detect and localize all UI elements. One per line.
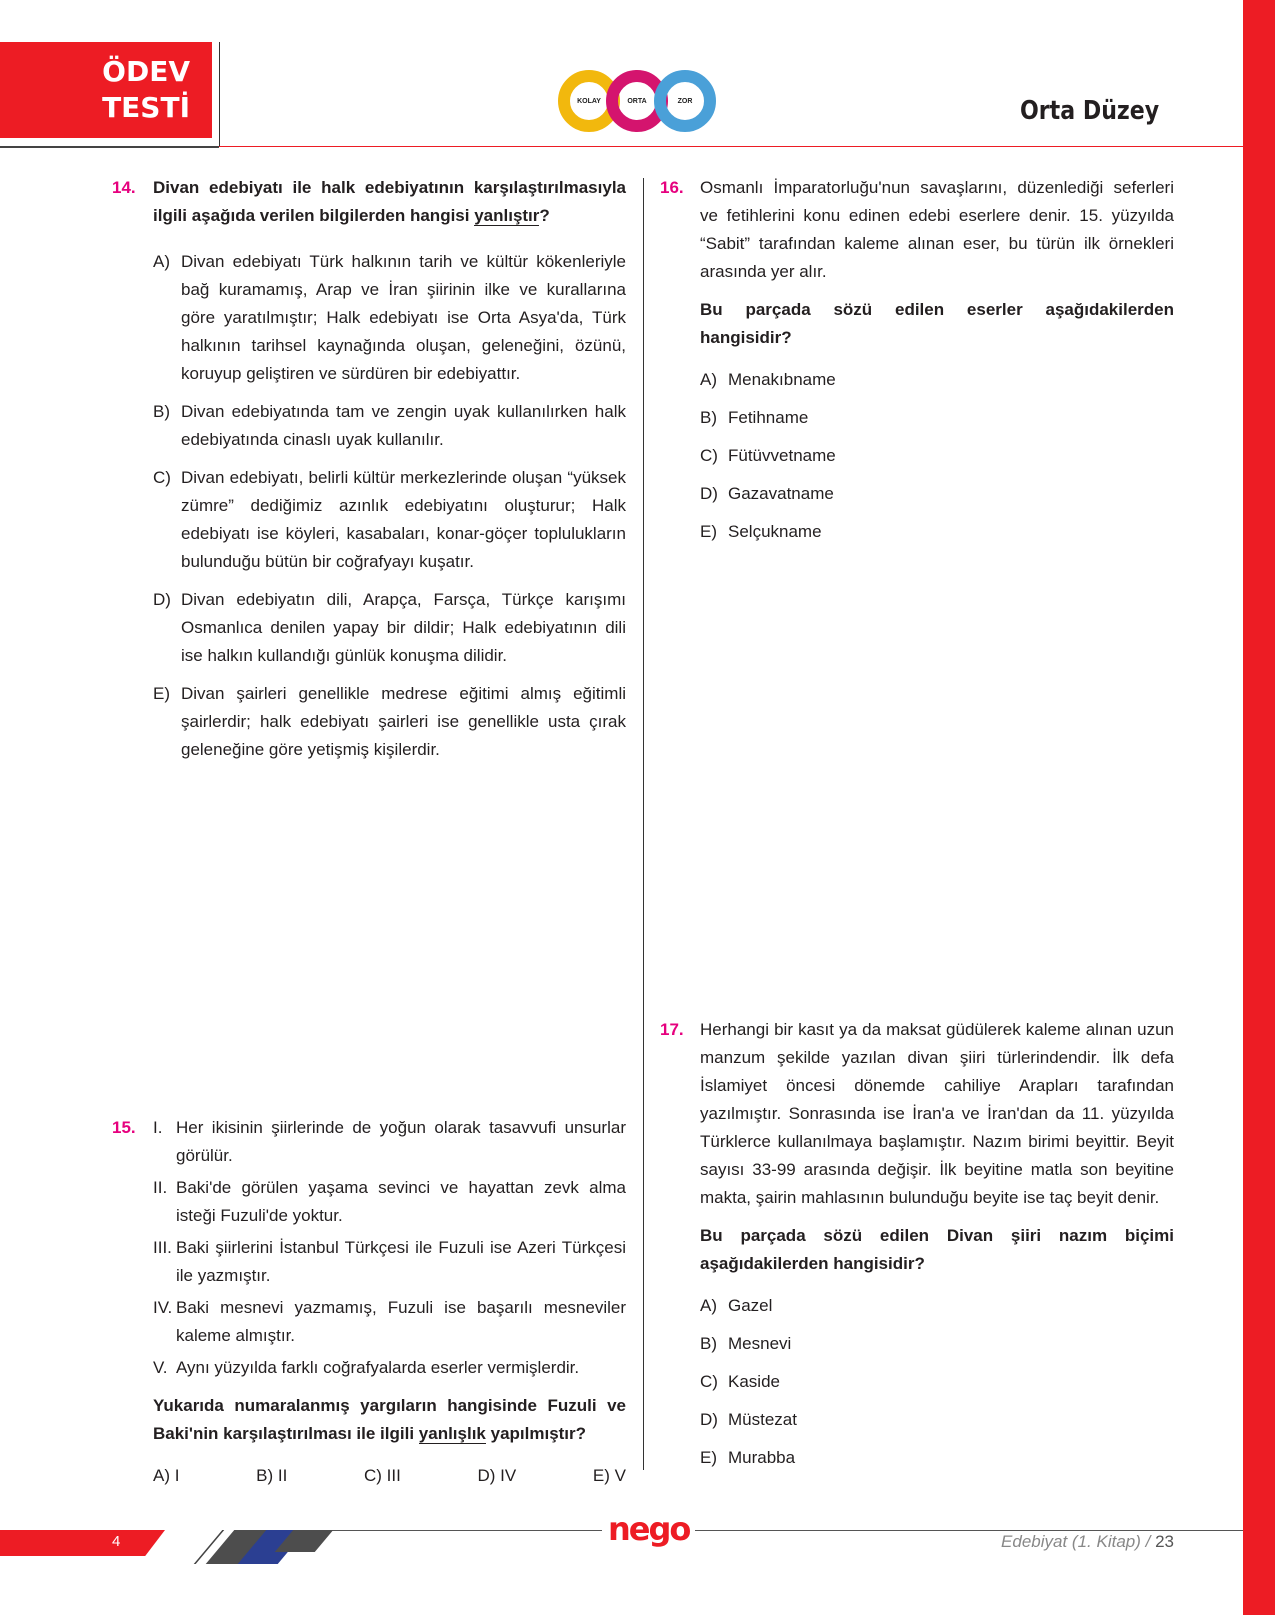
option-c[interactable] (153, 464, 626, 576)
statement-text: Baki şiirlerini İstanbul Türkçesi ile Fuzuli ise Azeri Türkçesi ile yazmıştır. (176, 1238, 626, 1285)
option-letter: B) (700, 408, 717, 427)
badge-line: ÖDEV (102, 55, 190, 88)
statement-text: Her ikisinin şiirlerinde de yoğun olarak tasavvufi unsurlar görülür. (176, 1118, 626, 1165)
header-rule (0, 146, 219, 148)
question-17 (700, 1016, 1174, 1472)
option-text: Divan edebiyatın dili, Arapça, Farsça, Türkçe karışımı Osmanlıca denilen yapay bir dildir; Halk edebiyatının dili ise halkın kullandığı günlük konuşma dilidir. (181, 590, 626, 665)
statement-text: Aynı yüzyılda farklı coğrafyalarda eserler vermişlerdir. (176, 1358, 580, 1377)
footer-red-band (0, 1530, 165, 1556)
choice-a[interactable]: A) I (153, 1466, 180, 1485)
option-d[interactable] (700, 480, 1174, 508)
option-letter: B) (153, 402, 170, 421)
option-b[interactable] (700, 404, 1174, 432)
option-letter: A) (700, 370, 717, 389)
page-number-left: 4 (112, 1533, 121, 1550)
page-number-right: 23 (1155, 1532, 1174, 1551)
statement (153, 1354, 626, 1382)
question-14 (153, 174, 626, 764)
statement-number: I. (153, 1118, 163, 1137)
test-badge (0, 42, 212, 138)
statement-text: Baki'de görülen yaşama sevinci ve hayattan zevk alma isteği Fuzuli'de yoktur. (176, 1178, 626, 1225)
option-text: Fütüvvetname (728, 446, 836, 465)
option-letter: D) (700, 484, 718, 503)
question-text: Osmanlı İmparatorluğu'nun savaşlarını, düzenlediği seferleri ve fetihlerini konu edinen edebi eserlere denir. 15. yüzyılda “Sabit” tarafından kaleme alınan eser, bu türün ilk örnekleri arasında yer alır. (700, 178, 1174, 281)
stem-emphasis: yanlışlık (418, 1424, 486, 1443)
option-b[interactable] (153, 398, 626, 454)
badge-line: TESTİ (102, 91, 190, 124)
option-letter: C) (700, 1372, 718, 1391)
question-stem: Bu parçada sözü edilen Divan şiiri nazım biçimi aşağıdakilerden hangisidir? (700, 1226, 1174, 1273)
option-text: Gazel (728, 1296, 773, 1315)
statement (153, 1174, 626, 1230)
column-divider (643, 178, 644, 1470)
question-number: 14. (112, 178, 136, 197)
option-a[interactable] (700, 1292, 1174, 1320)
statement-number: II. (153, 1178, 168, 1197)
choice-b[interactable]: B) II (256, 1466, 288, 1485)
book-title (900, 1532, 1174, 1552)
level-title: Orta Düzey (1020, 96, 1160, 126)
option-text: Divan şairleri genellikle medrese eğitimi almış eğitimli şairlerdir; halk edebiyatı şairleri ise genellikle usta çırak geleneğine göre yetişmiş kişilerdir. (181, 684, 626, 759)
option-text: Divan edebiyatında tam ve zengin uyak kullanılırken halk edebiyatında cinaslı uyak kullanılır. (181, 402, 626, 449)
answer-choices (153, 1462, 626, 1490)
stem-text: ? (539, 206, 550, 225)
statement (153, 1114, 626, 1170)
option-letter: E) (700, 522, 717, 541)
option-d[interactable] (700, 1406, 1174, 1434)
question-stem: Bu parçada sözü edilen eserler aşağıdakilerden hangisidir? (700, 300, 1174, 347)
statement-number: IV. (153, 1298, 173, 1317)
statement-number: V. (153, 1358, 168, 1377)
option-text: Mesnevi (728, 1334, 792, 1353)
choice-c[interactable]: C) III (363, 1466, 401, 1485)
option-letter: D) (153, 590, 171, 609)
option-e[interactable] (153, 680, 626, 764)
question-number: 17. (660, 1020, 684, 1039)
option-text: Gazavatname (728, 484, 834, 503)
question-stem (153, 174, 626, 230)
option-text: Divan edebiyatı Türk halkının tarih ve kültür kökenleriyle bağ kuramamış, Arap ve İran şiirinin ilke ve kurallarına göre yaratılmıştır; Halk edebiyatı ise Orta Asya'da, Türk halkının tarihsel kaynağında oluşan, geleneğini, özünü, koruyup geliştiren ve sürdüren bir edebiyattır. (181, 252, 626, 383)
statement-text: Baki mesnevi yazmamış, Fuzuli ise başarılı mesneviler kaleme almıştır. (176, 1298, 626, 1345)
statement-number: III. (153, 1238, 172, 1257)
level-label: ORTA (627, 97, 647, 105)
difficulty-logo (558, 70, 718, 134)
option-a[interactable] (700, 366, 1174, 394)
option-letter: D) (700, 1410, 718, 1429)
option-text: Müstezat (728, 1410, 797, 1429)
option-b[interactable] (700, 1330, 1174, 1358)
level-ring (654, 70, 716, 132)
option-text: Kaside (728, 1372, 780, 1391)
option-c[interactable] (700, 1368, 1174, 1396)
option-text: Selçukname (728, 522, 822, 541)
stem-text: Yukarıda numaralanmış yargıların hangisinde Fuzuli ve Baki'nin karşılaştırılması ile ilgili (153, 1396, 626, 1443)
option-a[interactable] (153, 248, 626, 388)
option-d[interactable] (153, 586, 626, 670)
option-e[interactable] (700, 518, 1174, 546)
level-label: ZOR (677, 97, 693, 105)
option-letter: E) (153, 684, 170, 703)
choice-e[interactable]: E) V (592, 1466, 626, 1485)
option-e[interactable] (700, 1444, 1174, 1472)
question-number: 15. (112, 1118, 136, 1137)
book-name: Edebiyat (1. Kitap) / (1001, 1532, 1151, 1551)
stem-text: Divan edebiyatı ile halk edebiyatının karşılaştırılmasıyla ilgili aşağıda verilen bilgilerden hangisi (153, 178, 626, 225)
statement (153, 1234, 626, 1290)
option-letter: E) (700, 1448, 717, 1467)
side-bar (1243, 0, 1275, 1615)
option-text: Menakıbname (728, 370, 836, 389)
question-stem (153, 1392, 626, 1448)
option-letter: C) (700, 446, 718, 465)
statement (153, 1294, 626, 1350)
option-letter: A) (700, 1296, 717, 1315)
footer-rule (330, 1530, 1243, 1531)
question-16 (700, 174, 1174, 546)
choice-d[interactable]: D) IV (477, 1466, 517, 1485)
stem-text: yapılmıştır? (485, 1424, 587, 1443)
option-letter: C) (153, 468, 171, 487)
divider (219, 42, 220, 146)
option-c[interactable] (700, 442, 1174, 470)
option-letter: B) (700, 1334, 717, 1353)
question-text: Herhangi bir kasıt ya da maksat güdülerek kaleme alınan uzun manzum şekilde yazılan divan şiiri türlerindendir. İlk defa İslamiyet öncesi dönemde cahiliye Arapları tarafından yazılmıştır. Sonrasında ise İran'a ve İran'dan da 11. yüzyılda Türklerce kullanılmaya başlamıştır. Nazım birimi beyittir. Beyit sayısı 33-99 arasında değişir. İlk beyitine matla son beyitine makta, şairin mahlasının bulunduğu beyite ise taç beyit denir. (700, 1020, 1174, 1207)
header-rule (219, 146, 1243, 147)
level-label: KOLAY (577, 97, 601, 105)
option-text: Fetihname (728, 408, 809, 427)
question-15 (153, 1110, 626, 1490)
option-letter: A) (153, 252, 170, 271)
option-text: Murabba (728, 1448, 796, 1467)
publisher-logo: nego (602, 1510, 695, 1548)
question-number: 16. (660, 178, 684, 197)
stem-emphasis: yanlıştır (474, 206, 540, 225)
option-text: Divan edebiyatı, belirli kültür merkezlerinde oluşan “yüksek zümre” dediğimiz azınlık edebiyatını oluşturur; Halk edebiyatı ise köyleri, kasabaları, konar-göçer toplulukların bulunduğu bütün bir coğrafyayı kuşatır. (181, 468, 626, 571)
